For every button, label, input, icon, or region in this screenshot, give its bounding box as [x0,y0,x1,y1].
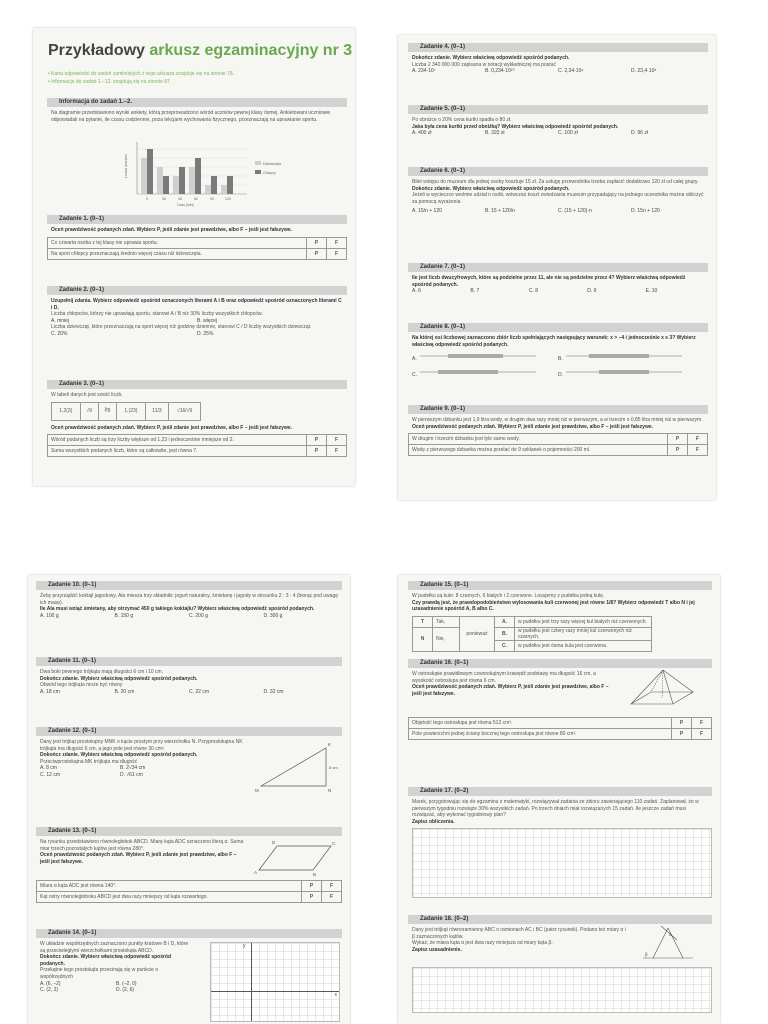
task-7-option-d[interactable]: D. 9 [587,288,597,295]
task-1-question: Oceń prawdziwość podanych zdań. Wybierz P, jeśli zdanie jest prawdziwe, albo F – jeśli jest fałszywe. [51,227,293,233]
task-4 [408,43,708,75]
task-12-option-b[interactable]: B. 2√34 cm [120,765,146,772]
task-3-numbers [51,402,201,421]
svg-text:45: 45 [178,197,182,201]
page-1 [33,28,355,486]
coordinate-grid [210,942,340,1022]
task-3-table [47,434,347,457]
task-8 [408,323,708,382]
task-13-text: Na rysunku przedstawiono równoległobok ABCD. Miarę kąta ADC oznaczono literą α. Suma miar trzech pozostałych kątów jest równa 280°. [40,839,244,852]
task-12-text: Dany jest trójkąt prostokątny MNK o kącie prostym przy wierzchołku N. Przyprostokątna NK trójkąta ma długość 6 cm, a jego pole jest równe 30 cm². [40,739,243,752]
task-3 [47,380,347,457]
svg-text:N: N [328,788,332,793]
pyramid-figure [623,668,703,713]
task-16 [408,659,712,740]
task-6-option-b[interactable]: B. 15 + 120/n [485,208,515,215]
task-15 [408,581,712,652]
task-17-question: Zapisz obliczenia. [412,818,455,825]
task-15-reason-c: w pudełku jest ósma kula jest czerwona. [515,640,652,651]
task-1-table [47,237,347,260]
bar-boys-30 [163,176,169,194]
task-6-text-2: Jeżeli w wycieczce weźmie udział n osób, wówczas koszt zwiedzania muzeum przypadający na jednego uczestnika można obliczyć za pomocą wyrażenia [412,192,704,205]
task-11-options [36,689,342,696]
task-3-statement-1: Wśród podanych liczb są trzy liczby większe od 1,23 i jednocześnie mniejsze od 2. [48,435,307,446]
task-2 [47,286,347,338]
task-5-header: Zadanie 5. (0–1) [408,105,708,114]
task-13 [36,827,342,903]
task-8-option-d[interactable]: D. [558,368,704,378]
task-13-f1[interactable]: F [322,881,342,892]
number-6: √16/√9 [169,402,201,420]
task-12 [36,727,342,796]
svg-text:120: 120 [225,197,231,201]
task-11-option-b[interactable]: B. 20 cm [114,688,135,695]
task-11-option-a[interactable]: A. 18 cm [40,688,60,695]
info-header: Informacja do zadań 1.–2. [47,98,347,107]
bar-boys-60 [195,158,201,194]
task-15-reason-b: w pudełku jest cztery razy mniej kul czerwonych niż czarnych. [515,627,652,640]
task-15-tak: Tak, [433,616,460,627]
task-4-options [408,68,708,75]
task-15-header: Zadanie 15. (0–1) [408,581,712,590]
task-3-p2[interactable]: P [307,446,327,457]
task-6-option-a[interactable]: A. 15/n + 120 [412,208,442,215]
task-15-table [412,616,652,652]
task-7-header: Zadanie 7. (0–1) [408,263,708,272]
task-9-question: Oceń prawdziwość podanych zdań. Wybierz P, jeśli zdanie jest prawdziwe, albo F – jeśli jest fałszywe. [412,423,654,430]
task-8-option-c[interactable]: C. [412,368,558,378]
svg-text:β: β [645,952,648,957]
task-16-table [408,717,712,740]
svg-text:α: α [669,932,672,937]
bar-girls-60 [189,167,195,194]
task-13-question: Oceń prawdziwość podanych zdań. Wybierz P, jeśli zdanie jest prawdziwe, albo F – jeśli jest fałszywe. [40,852,237,865]
task-2-options-ab [47,318,347,325]
number-4: 1,(23) [117,402,146,420]
task-7-option-e[interactable]: E. 10 [645,288,658,295]
bar-boys-0 [147,149,153,194]
task-3-statement-2: Suma wszystkich podanych liczb, które są całkowite, jest równa 7. [48,446,307,457]
task-11 [36,657,342,696]
task-10 [36,581,342,620]
info-section [47,98,347,207]
task-15-question: Czy prawdą jest, że prawdopodobieństwo wylosowania kuli czerwonej jest równe 1/8? Wybierz odpowiedź T albo N i jej uzasadnienie spośród A, B albo C. [412,599,695,613]
parallelogram-figure [251,836,341,876]
task-6 [408,167,708,215]
y-label: Liczba uczniów [124,154,128,178]
task-1-p1[interactable]: P [307,237,327,248]
task-6-header: Zadanie 6. (0–1) [408,167,708,176]
bar-boys-45 [179,167,185,194]
page-2 [398,35,716,500]
task-4-option-c[interactable]: C. 2,34·10⁹ [558,68,584,75]
task-14-option-a[interactable]: A. (6, –2) [40,980,61,987]
task-9-table [408,433,708,456]
task-13-table [36,880,342,903]
number-3: ∛8 [98,402,117,420]
task-1 [47,215,347,260]
svg-text:A: A [254,870,258,875]
task-15-text: W pudełku są kule: 8 czarnych, 6 białych i 2 czerwone. Losujemy z pudełka jedną kulę. [412,593,605,599]
task-9-f1[interactable]: F [688,434,708,445]
task-4-option-a[interactable]: A. 234·10⁷ [412,68,436,75]
task-15-because: ponieważ [460,616,495,651]
task-16-header: Zadanie 16. (0–1) [408,659,712,668]
task-8-question: Na której osi liczbowej zaznaczono zbiór liczb spełniających następujący warunek: x > –4 i jednocześnie x ≤ 3? Wybierz właściwą odpowiedź spośród podanych. [412,335,696,348]
task-10-option-a[interactable]: A. 100 g [40,612,59,619]
task-16-f2[interactable]: F [692,729,712,740]
task-9 [408,405,708,456]
task-9-text: W pierwszym dzbanku jest 1,9 litra wody, w drugim dwa razy mniej niż w pierwszym, a w trzecim o 0,85 litra mniej niż w pierwszym. [412,417,703,423]
number-2: √9 [80,402,98,420]
legend-girls: Dziewczęta [263,162,281,166]
task-9-p2[interactable]: P [668,445,688,456]
task-2-text-2: Liczba dziewcząt, które przeznaczają na sport więcej niż godzinę dziennie, stanowi C / D liczby wszystkich dziewcząt. [51,324,312,331]
task-1-f2[interactable]: F [327,248,347,259]
svg-text:C: C [332,841,336,846]
task-11-question: Dokończ zdanie. Wybierz właściwą odpowiedź spośród podanych. [40,675,198,682]
task-12-option-c[interactable]: C. 12 cm [40,771,61,778]
isosceles-triangle-figure [633,924,703,964]
bar-chart [97,138,297,208]
task-18-text: Dany jest trójkąt równoramienny ABC o ramionach AC i BC (patrz rysunek). Podano też miary α i β zaznaczonych kątów. [412,927,626,940]
page-4 [398,575,720,1024]
svg-text:90: 90 [210,197,214,201]
svg-text:K: K [328,742,332,747]
task-8-option-a[interactable]: A. [412,352,558,362]
task-4-option-d[interactable]: D. 23,4·10⁸ [631,68,657,75]
task-2-text-1: Liczba chłopców, którzy nie uprawiają sportu, stanowi A / B niż 30% liczby wszystkich chłopców. [51,311,263,318]
task-5-question: Jaka była cena kurtki przed obniżką? Wybierz właściwą odpowiedź spośród podanych. [412,123,619,130]
y-axis-label: y [243,943,246,949]
legend-boys: Chłopcy [263,171,276,175]
task-17 [408,787,712,898]
bar-boys-90 [211,176,217,194]
svg-text:6 cm: 6 cm [329,765,338,770]
task-10-options [36,613,342,620]
task-7-option-b[interactable]: B. 7 [470,288,480,295]
svg-text:M: M [255,788,259,793]
task-16-f1[interactable]: F [692,718,712,729]
task-14-text-2: Przekątne tego prostokąta przecinają się w punkcie o współrzędnych [40,967,159,980]
task-14-option-c[interactable]: C. (2, 2) [40,987,59,994]
task-15-n[interactable]: N [413,627,433,651]
task-14 [36,929,342,1022]
task-5-option-b[interactable]: B. 320 zł [485,130,505,137]
task-11-option-c[interactable]: C. 22 cm [189,688,210,695]
task-18 [408,915,712,1013]
task-10-text: Żeby przyrządzić koktajl jagodowy, Ala miesza trzy składniki: jogurt naturalny, śmietanę i jagody w stosunku 2 : 3 : 4 (biorąc pod uwagę ich masę). [40,593,339,606]
task-18-text-2: Wykaż, że miara kąta α jest dwa razy mniejsza od miary kąta β. [412,940,553,947]
bullet-1: • Karta odpowiedzi do zadań zamkniętych z tego arkusza znajduje się na stronie 78. [48,71,235,77]
task-3-question: Oceń prawdziwość podanych zdań. Wybierz P, jeśli zdanie jest prawdziwe, albo F – jeśli jest fałszywe. [51,424,293,431]
task-15-nie: Nie, [433,627,460,651]
task-13-statement-2: Kąt ostry równoległoboku ABCD jest dwa razy mniejszy od kąta rozwartego. [37,892,302,903]
bar-boys-120 [227,176,233,194]
task-10-question: Ile Ala musi wziąć śmietany, aby otrzymać 450 g takiego koktajlu? Wybierz właściwą odpowiedź spośród podanych. [40,606,315,613]
task-17-answer-grid[interactable] [412,828,712,898]
task-16-text: W ostrosłupie prawidłowym czworokątnym krawędź podstawy ma długość 16 cm, a wysokość ostrosłupa jest równa 6 cm. [412,671,596,684]
task-9-p1[interactable]: P [668,434,688,445]
task-14-option-d[interactable]: D. (2, 6) [116,987,135,994]
task-4-question: Dokończ zdanie. Wybierz właściwą odpowiedź spośród podanych. [412,55,570,61]
task-6-question: Dokończ zdanie. Wybierz właściwą odpowiedź spośród podanych. [412,185,570,192]
task-7-option-c[interactable]: C. 8 [528,288,538,295]
task-8-header: Zadanie 8. (0–1) [408,323,708,332]
task-7-question: Ile jest liczb dwucyfrowych, które są podzielne przez 11, ale nie są podzielne przez 4? Wybierz właściwą odpowiedź spośród podanych. [412,275,686,288]
bar-girls-45 [173,176,179,194]
task-3-f1[interactable]: F [327,435,347,446]
task-11-header: Zadanie 11. (0–1) [36,657,342,666]
task-3-p1[interactable]: P [307,435,327,446]
task-17-header: Zadanie 17. (0–2) [408,787,712,796]
task-5-option-c[interactable]: C. 100 zł [558,130,578,137]
task-14-options [36,981,196,994]
task-2-option-c[interactable]: C. 20% [51,330,68,337]
task-2-header: Zadanie 2. (0–1) [47,286,347,295]
bar-girls-90 [205,185,211,194]
svg-text:B: B [313,872,317,876]
number-1: 1,2(3) [52,402,81,420]
task-1-header: Zadanie 1. (0–1) [47,215,347,224]
task-12-options [36,765,204,778]
task-18-question: Zapisz uzasadnienie. [412,946,462,953]
task-9-statement-2: Wodę z pierwszego dzbanka można przelać do 9 szklanek o pojemności 200 ml. [409,445,668,456]
task-3-f2[interactable]: F [327,446,347,457]
bar-girls-120 [221,185,227,194]
task-15-option-b[interactable]: B. [495,627,515,640]
task-12-option-a[interactable]: A. 8 cm [40,765,57,772]
task-15-option-c[interactable]: C. [495,640,515,651]
task-13-p1[interactable]: P [302,881,322,892]
task-13-p2[interactable]: P [302,892,322,903]
task-14-header: Zadanie 14. (0–1) [36,929,342,938]
task-10-option-d[interactable]: D. 300 g [263,612,283,619]
task-16-p2[interactable]: P [672,729,692,740]
task-2-option-b[interactable]: B. więcej [197,317,218,324]
task-7-options [408,288,708,295]
task-16-p1[interactable]: P [672,718,692,729]
task-1-f1[interactable]: F [327,237,347,248]
task-12-option-d[interactable]: D. √61 cm [120,771,143,778]
task-16-statement-1: Objętość tego ostrosłupa jest równa 512 cm³. [409,718,672,729]
task-12-question: Dokończ zdanie. Wybierz właściwą odpowiedź spośród podanych. [40,752,198,759]
task-5 [408,105,708,137]
task-11-text-2: Obwód tego trójkąta może być równy [40,682,123,689]
bars [141,149,233,194]
svg-text:30: 30 [162,197,166,201]
task-1-statement-1: Co czwarta osoba z tej klasy nie uprawia sportu. [48,237,307,248]
task-2-option-d[interactable]: D. 25% [197,330,214,337]
svg-text:60: 60 [194,197,198,201]
triangle-mnk-figure [251,736,341,796]
task-4-header: Zadanie 4. (0–1) [408,43,708,52]
task-10-option-c[interactable]: C. 200 g [189,612,208,619]
task-15-t[interactable]: T [413,616,433,627]
task-2-option-a[interactable]: A. mniej [51,317,70,324]
task-13-statement-1: Miara α kąta ADC jest równa 140°. [37,881,302,892]
task-6-text: Bilet wstępu do muzeum dla jednej osoby kosztuje 15 zł. Za usługę przewodnika trzeba zapłacić dodatkowo 120 zł od całej grupy. [412,179,699,185]
task-4-text: Liczba 2 340 000 000 zapisana w notacji wykładniczej ma postać [412,61,556,68]
task-17-text: Marek, przygotowując się do egzaminu z matematyki, rozwiązywał zadania ze zbioru zawierającego 110 zadań. Zaplanował, że w pierwszym tygodniu rozwiąże 30% wszystkich zadań. Po trzech dniach miał rozwiązanych 15 zadań. Ile jeszcze zadań musi rozwiązać, aby wykonać tygodniowy plan? [412,799,699,819]
task-18-answer-grid[interactable] [412,967,712,1013]
task-1-p2[interactable]: P [307,248,327,259]
task-5-text: Po obniżce o 20% cena kurtki spadła o 80 zł. [412,117,512,123]
task-15-reason-a: w pudełku jest trzy razy więcej kul białych niż czerwonych. [515,616,652,627]
task-13-f2[interactable]: F [322,892,342,903]
info-text: Na diagramie przedstawiono wyniki ankiety, którą przeprowadzono wśród uczniów pewnej klasy ósmej. Ankietowani uczniowie odpowiadali na pytanie, ile czasu codziennie, poza lekcjami wychowania fizycznego, przeznaczają na uprawianie sportu. [51,110,331,123]
task-9-header: Zadanie 9. (0–1) [408,405,708,414]
task-10-option-b[interactable]: B. 150 g [114,612,134,619]
task-9-f2[interactable]: F [688,445,708,456]
task-3-header: Zadanie 3. (0–1) [47,380,347,389]
svg-text:0: 0 [146,197,148,201]
task-1-statement-2: Na sport chłopcy przeznaczają średnio więcej czasu niż dziewczęta. [48,248,307,259]
task-16-statement-2: Pole powierzchni jednej ściany bocznej tego ostrosłupa jest równe 80 cm². [409,729,672,740]
bar-girls-30 [157,167,163,194]
task-15-option-a[interactable]: A. [495,616,515,627]
intro-bullets [33,70,355,86]
task-5-option-d[interactable]: D. 96 zł [631,130,648,137]
svg-text:D: D [272,840,276,845]
task-5-option-a[interactable]: A. 400 zł [412,130,432,137]
task-2-options-cd [47,331,347,338]
task-7 [408,263,708,295]
task-3-text: W tabeli danych jest sześć liczb. [51,392,123,398]
x-label: Czas [min] [177,203,194,207]
task-12-header: Zadanie 12. (0–1) [36,727,342,736]
task-16-question: Oceń prawdziwość podanych zdań. Wybierz P, jeśli zdanie jest prawdziwe, albo F – jeśli jest fałszywe. [412,684,609,697]
task-14-question: Dokończ zdanie. Wybierz właściwą odpowiedź spośród podanych. [40,954,172,967]
task-10-header: Zadanie 10. (0–1) [36,581,342,590]
task-6-options [408,208,708,215]
number-5: 11/3 [145,402,168,420]
task-13-header: Zadanie 13. (0–1) [36,827,342,836]
x-axis-label: x [334,992,337,998]
task-5-options [408,130,708,137]
task-7-option-a[interactable]: A. 6 [412,288,421,295]
task-14-option-b[interactable]: B. (–2, 0) [116,980,137,987]
task-4-option-b[interactable]: B. 0,234·10¹⁰ [485,68,515,75]
task-12-text-2: Przeciwprostokątna MK trójkąta ma długość [40,758,138,765]
task-8-options [408,348,708,382]
task-9-statement-1: W drugim i trzecim dzbanku jest tyle samo wody. [409,434,668,445]
task-18-header: Zadanie 18. (0–2) [408,915,712,924]
task-11-option-d[interactable]: D. 32 cm [263,688,284,695]
bullet-2: • Informacje do zadań 1.–12. znajdują się na stronie 87. [48,79,172,85]
task-6-option-d[interactable]: D. 15n + 120 [631,208,660,215]
task-6-option-c[interactable]: C. (15 + 120)·n [558,208,592,215]
bar-girls-0 [141,158,147,194]
task-2-question: Uzupełnij zdania. Wybierz odpowiedź spośród oznaczonych literami A i B oraz odpowiedź spośród oznaczonych literami C i D. [51,298,342,311]
task-14-text: W układzie współrzędnych zaznaczono punkty kratowe B i D, które są przeciwległymi wierzchołkami prostokąta ABCD. [40,941,189,954]
page-3 [28,575,350,1024]
task-8-option-b[interactable]: B. [558,352,704,362]
page-title: Przykładowy arkusz egzaminacyjny nr 3 [48,42,353,59]
task-11-text: Dwa boki pewnego trójkąta mają długości 6 cm i 10 cm. [40,669,164,675]
